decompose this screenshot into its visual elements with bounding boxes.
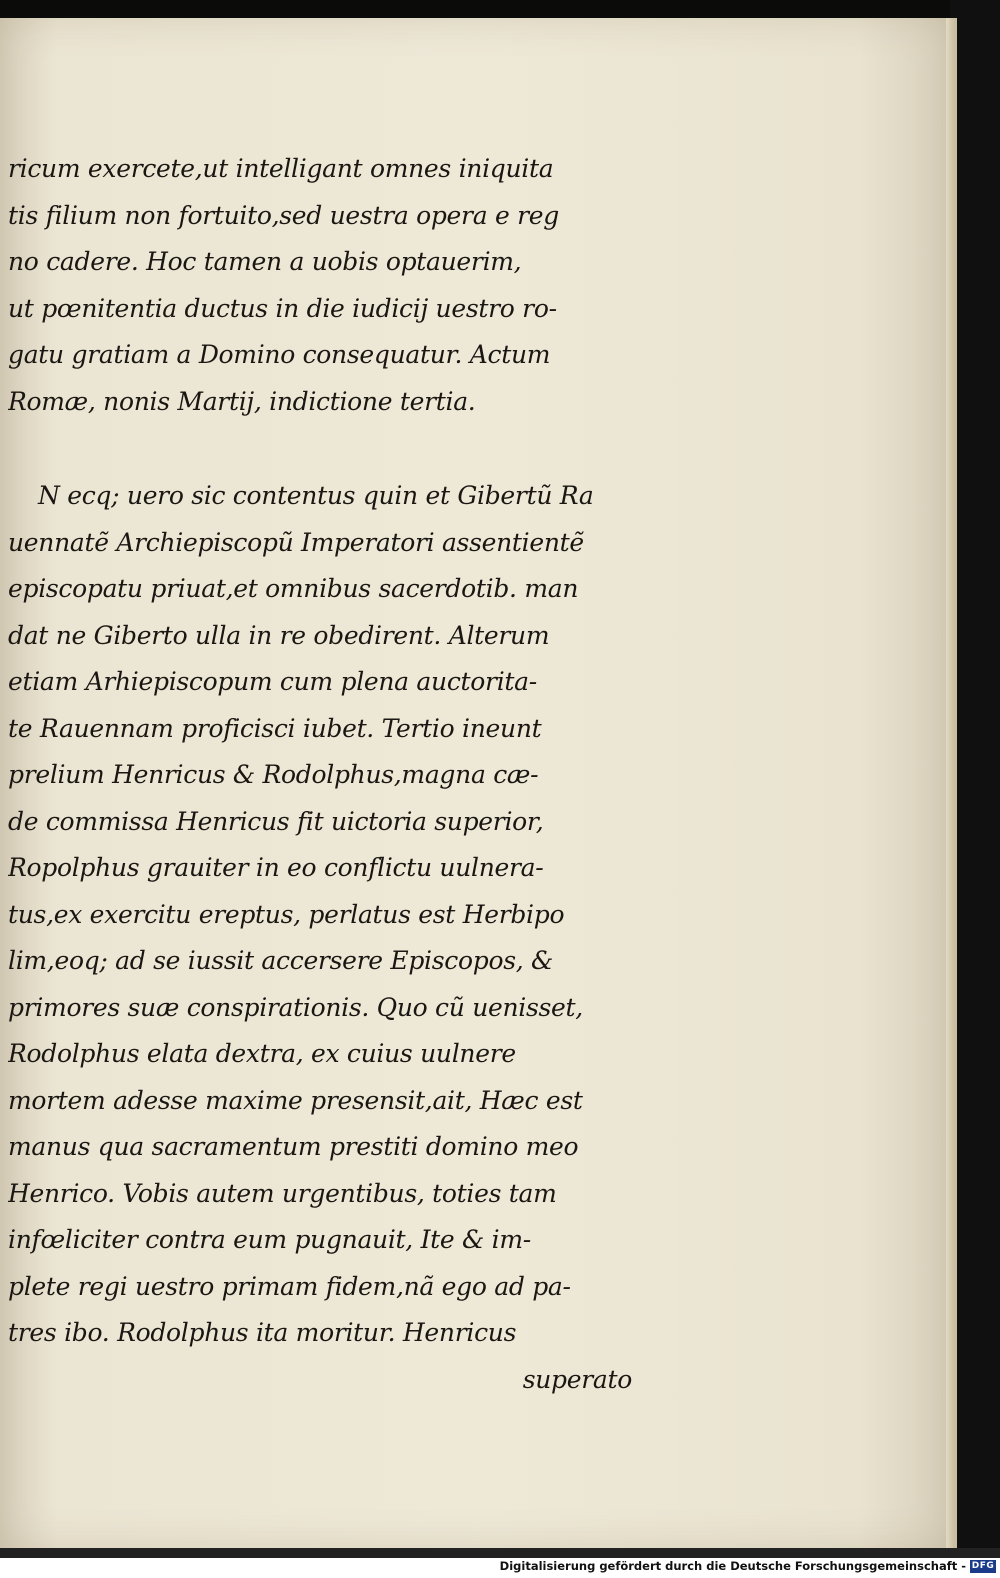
text-line: manus qua sacramentum prestiti domino meo <box>8 1132 579 1161</box>
text-line: no cadere. Hoc tamen a uobis optauerim, <box>8 247 522 276</box>
text-line: te Rauennam proficisci iubet. Tertio ineunt <box>8 713 542 743</box>
text-line: Ropolphus grauiter in eo conflictu uulnera- <box>8 853 544 882</box>
text-line: tus,ex exercitu ereptus, perlatus est Herbipo <box>8 899 565 929</box>
text-line: lim,eoq; ad se iussit accersere Episcopos, & <box>8 946 553 975</box>
scanner-top-border <box>0 0 1000 20</box>
paragraph-1 <box>8 146 638 425</box>
catchword: superato <box>522 1364 632 1394</box>
digitization-footer <box>0 1558 1000 1578</box>
text-line: mortem adesse maxime presensit,ait, Hæc est <box>8 1085 583 1115</box>
text-line: uennatẽ Archiepiscopũ Imperatori assentientẽ <box>8 527 584 557</box>
text-line: episcopatu priuat,et omnibus sacerdotib. man <box>8 574 579 603</box>
paragraph-2 <box>8 473 638 1403</box>
text-line: gatu gratiam a Domino consequatur. Actum <box>8 340 551 369</box>
text-line: de commissa Henricus fit uictoria superior, <box>8 806 544 836</box>
text-line: ut pœnitentia ductus in die iudicij uestro ro- <box>8 293 557 323</box>
text-line: ricum exercete,ut intelligant omnes iniquita <box>8 154 554 183</box>
scanner-right-border <box>950 0 1000 1548</box>
text-line: Romæ, nonis Martij, indictione tertia. <box>8 386 476 416</box>
paragraph-gap <box>8 425 638 473</box>
text-line: dat ne Giberto ulla in re obedirent. Alterum <box>8 620 550 650</box>
book-page <box>0 18 957 1548</box>
text-line: tis filium non fortuito,sed uestra opera e reg <box>8 200 559 230</box>
text-line: plete regi uestro primam fidem,nã ego ad pa- <box>8 1271 571 1301</box>
scanner-bottom-border <box>0 1548 1000 1558</box>
text-line: prelium Henricus & Rodolphus,magna cæ- <box>8 760 539 789</box>
text-line: infœliciter contra eum pugnauit, Ite & im- <box>8 1225 531 1254</box>
text-line: etiam Arhiepiscopum cum plena auctorita- <box>8 667 537 696</box>
page-edge <box>946 18 954 1548</box>
text-line: N ecq; uero sic contentus quin et Gibertũ Ra <box>38 481 594 510</box>
page-text-block <box>8 146 638 1403</box>
text-line: primores suæ conspirationis. Quo cũ uenisset, <box>8 992 583 1022</box>
funding-notice: Digitalisierung gefördert durch die Deutsche Forschungsgemeinschaft - <box>499 1559 966 1573</box>
text-line: Rodolphus elata dextra, ex cuius uulnere <box>8 1039 516 1068</box>
text-line: tres ibo. Rodolphus ita moritur. Henricus <box>8 1318 517 1347</box>
text-line: Henrico. Vobis autem urgentibus, toties tam <box>8 1178 557 1208</box>
dfg-logo: DFG <box>971 1561 995 1571</box>
